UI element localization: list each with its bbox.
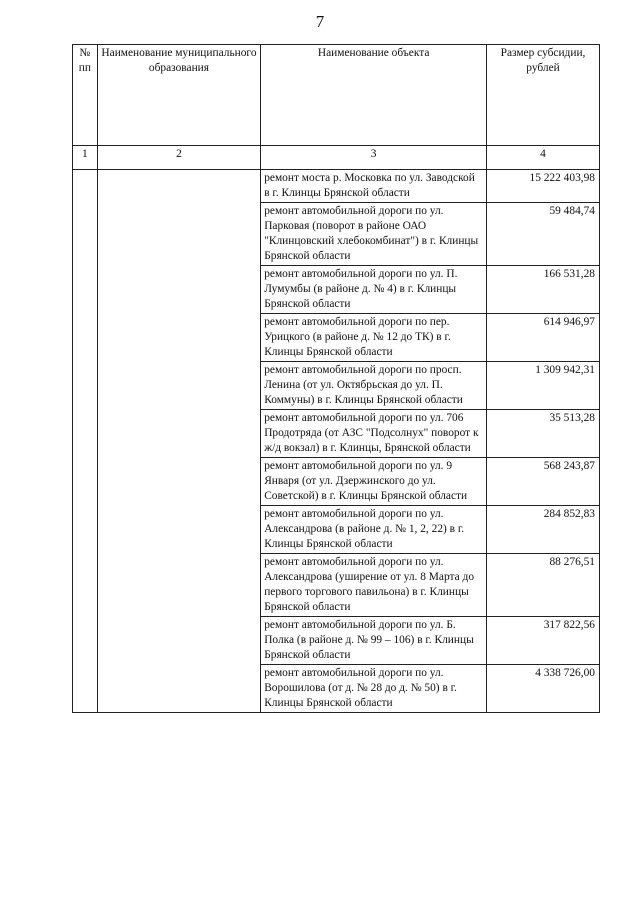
subsidy-amount: 4 338 726,00 bbox=[487, 665, 600, 713]
table-header-row bbox=[73, 45, 600, 146]
object-name: ремонт автомобильной дороги по ул. Парковая (поворот в районе ОАО "Клинцовский хлебокомбинат") в г. Клинцы Брянской области bbox=[261, 203, 487, 266]
object-name: ремонт моста р. Московка по ул. Заводской в г. Клинцы Брянской области bbox=[261, 170, 487, 203]
subsidy-amount: 1 309 942,31 bbox=[487, 362, 600, 410]
column-number: 4 bbox=[487, 146, 600, 170]
object-name: ремонт автомобильной дороги по ул. Ворошилова (от д. № 28 до д. № 50) в г. Клинцы Брянской области bbox=[261, 665, 487, 713]
subsidy-amount: 317 822,56 bbox=[487, 617, 600, 665]
table-row bbox=[73, 170, 600, 203]
column-number: 2 bbox=[97, 146, 260, 170]
column-number: 3 bbox=[261, 146, 487, 170]
object-name: ремонт автомобильной дороги по ул. 706 Продотряда (от АЗС "Подсолнух" поворот к ж/д вокзал) в г. Клинцы, Брянской области bbox=[261, 410, 487, 458]
header-number: № пп bbox=[73, 45, 98, 146]
municipality-cell bbox=[97, 170, 260, 713]
subsidy-amount: 59 484,74 bbox=[487, 203, 600, 266]
object-name: ремонт автомобильной дороги по просп. Ленина (от ул. Октябрьская до ул. П. Коммуны) в г. Клинцы Брянской области bbox=[261, 362, 487, 410]
subsidy-amount: 15 222 403,98 bbox=[487, 170, 600, 203]
subsidy-amount: 568 243,87 bbox=[487, 458, 600, 506]
object-name: ремонт автомобильной дороги по ул. Б. Полка (в районе д. № 99 – 106) в г. Клинцы Брянской области bbox=[261, 617, 487, 665]
page-number: 7 bbox=[315, 12, 325, 31]
subsidy-amount: 88 276,51 bbox=[487, 554, 600, 617]
subsidy-amount: 614 946,97 bbox=[487, 314, 600, 362]
subsidy-table bbox=[72, 44, 600, 713]
subsidy-amount: 35 513,28 bbox=[487, 410, 600, 458]
object-name: ремонт автомобильной дороги по пер. Урицкого (в районе д. № 12 до ТК) в г. Клинцы Брянской области bbox=[261, 314, 487, 362]
object-name: ремонт автомобильной дороги по ул. Александрова (уширение от ул. 8 Марта до первого торгового павильона) в г. Клинцы Брянской области bbox=[261, 554, 487, 617]
object-name: ремонт автомобильной дороги по ул. Александрова (в районе д. № 1, 2, 22) в г. Клинцы Брянской области bbox=[261, 506, 487, 554]
table-body bbox=[73, 170, 600, 713]
object-name: ремонт автомобильной дороги по ул. П. Лумумбы (в районе д. № 4) в г. Клинцы Брянской области bbox=[261, 266, 487, 314]
column-numbers-row bbox=[73, 146, 600, 170]
subsidy-amount: 166 531,28 bbox=[487, 266, 600, 314]
header-object: Наименование объекта bbox=[261, 45, 487, 146]
row-number-cell bbox=[73, 170, 98, 713]
object-name: ремонт автомобильной дороги по ул. 9 Января (от ул. Дзержинского до ул. Советской) в г. Клинцы Брянской области bbox=[261, 458, 487, 506]
header-subsidy: Размер субсидии, рублей bbox=[487, 45, 600, 146]
column-number: 1 bbox=[73, 146, 98, 170]
subsidy-amount: 284 852,83 bbox=[487, 506, 600, 554]
header-municipality: Наименование муниципального образования bbox=[97, 45, 260, 146]
